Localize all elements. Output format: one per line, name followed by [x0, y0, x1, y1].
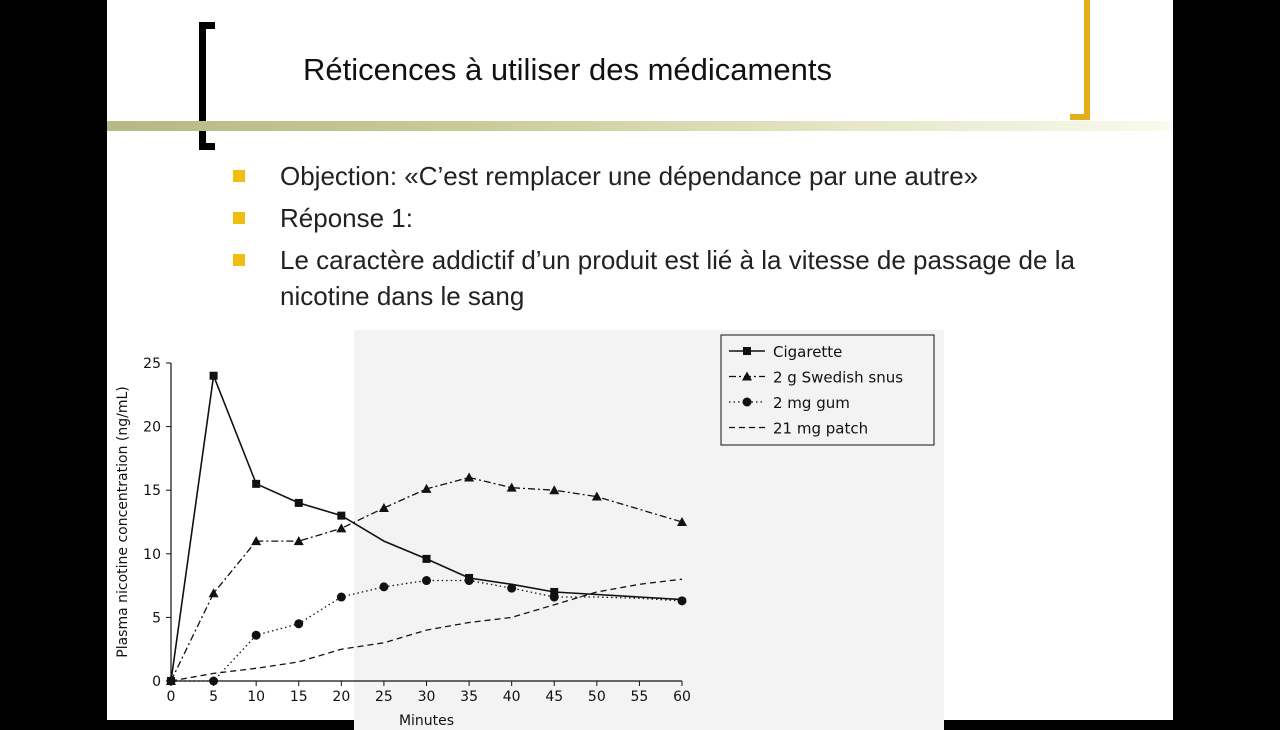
nicotine-chart [115, 330, 944, 730]
series-2-point [252, 631, 261, 640]
legend-marker-0 [743, 347, 751, 355]
slide-title: Réticences à utiliser des médicaments [303, 52, 832, 87]
series-1-point [379, 503, 389, 512]
x-axis-title: Minutes [398, 713, 455, 729]
y-tick-label: 10 [143, 546, 161, 563]
x-tick-label: 40 [502, 689, 521, 705]
x-tick-label: 45 [545, 689, 564, 705]
series-1-point [464, 472, 474, 481]
bullet-response: Réponse 1: [280, 203, 413, 233]
y-axis-title: Plasma nicotine concentration (ng/mL) [115, 386, 131, 658]
series-0-point [337, 512, 345, 520]
bullet-square-icon [233, 254, 245, 266]
bullet-explanation: Le caractère addictif d’un produit est lié à la vitesse de passage de la nicotine dans le sang [280, 245, 1075, 311]
bullet-objection: Objection: «C’est remplacer une dépendance par une autre» [280, 161, 979, 191]
y-tick-label: 0 [152, 674, 161, 690]
series-0-point [423, 555, 431, 563]
series-2-point [294, 619, 303, 628]
series-2-point [678, 596, 687, 605]
x-tick-label: 0 [166, 689, 176, 705]
x-tick-label: 5 [209, 689, 219, 705]
series-2-point [379, 582, 388, 591]
legend-label-1: 2 g Swedish snus [773, 368, 904, 387]
series-2-point [507, 584, 516, 593]
x-tick-label: 20 [332, 689, 351, 705]
x-tick-label: 35 [460, 689, 478, 705]
x-tick-label: 50 [587, 689, 606, 705]
legend-label-0: Cigarette [773, 343, 843, 361]
series-1-point [209, 588, 219, 597]
slide [107, 0, 1173, 729]
x-tick-label: 10 [247, 689, 266, 705]
series-0-point [295, 499, 303, 507]
y-tick-label: 20 [143, 419, 161, 436]
series-2-point [465, 576, 474, 585]
series-2-point [550, 593, 559, 602]
legend-label-3: 21 mg patch [773, 419, 869, 438]
bullet-square-icon [233, 212, 245, 224]
x-tick-label: 55 [630, 689, 649, 705]
y-tick-label: 5 [152, 610, 161, 627]
x-tick-label: 60 [673, 689, 691, 705]
series-2-point [422, 576, 431, 585]
series-1-point [549, 485, 559, 494]
y-tick-label: 15 [143, 483, 161, 500]
series-0-point [210, 372, 218, 380]
x-tick-label: 25 [375, 689, 393, 705]
series-2-point [209, 677, 218, 686]
x-tick-label: 15 [289, 689, 308, 705]
series-line-0 [171, 376, 682, 681]
legend-label-2: 2 mg gum [773, 394, 850, 412]
series-0-point [252, 480, 260, 488]
chart-panel [115, 330, 944, 730]
legend-marker-2 [743, 398, 752, 407]
y-tick-label: 25 [143, 356, 161, 372]
series-1-point [336, 523, 346, 532]
right-bracket-decoration [1070, 0, 1090, 120]
bullet-square-icon [233, 170, 245, 182]
x-tick-label: 30 [417, 689, 436, 705]
title-rule [107, 121, 1173, 131]
series-2-point [337, 593, 346, 602]
